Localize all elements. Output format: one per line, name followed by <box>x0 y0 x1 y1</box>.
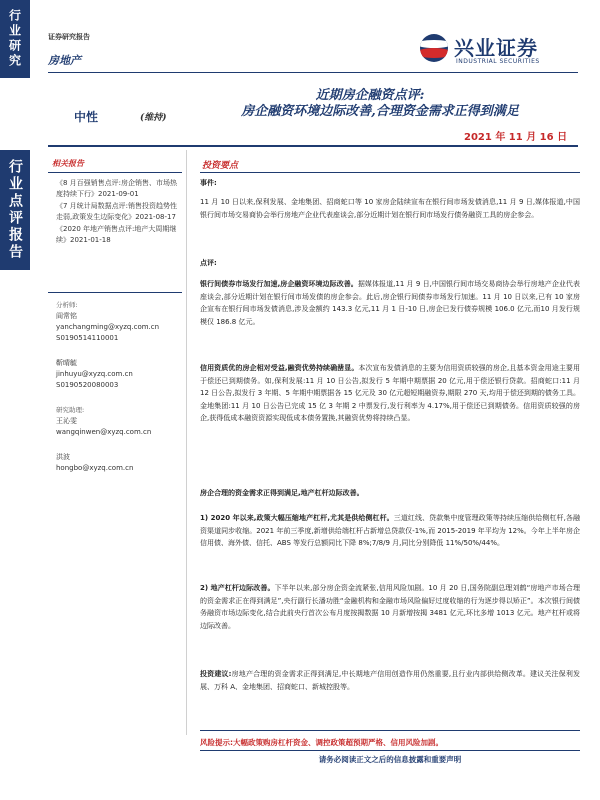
analyst-list <box>56 300 186 488</box>
event-label: 事件: <box>200 179 217 187</box>
comment-label: 点评: <box>200 259 217 267</box>
related-report-item[interactable]: 《7 月统计局数据点评:销售投资趋势性走弱,政策发生边际变化》2021-08-17 <box>56 202 178 221</box>
related-reports-list <box>56 178 182 247</box>
logo-subtitle: INDUSTRIAL SECURITIES <box>456 58 540 65</box>
point-bond-issuance-title: 银行间债券市场发行加速,房企融资环境边际改善。 <box>200 280 358 288</box>
risk-divider <box>200 730 580 731</box>
investment-advice-text: 房地产合理的资金需求正得到满足,中长期地产信用创造作用仍然重要,且行业内部供给侧改革。建议关注保利发展、万科 A、金地集团、招商蛇口、新城控股等。 <box>200 670 580 691</box>
rating-note: (维持) <box>140 113 167 123</box>
analyst-email[interactable]: wangqinwen@xyzq.com.cn <box>56 428 152 436</box>
point-credit-quality <box>200 362 580 425</box>
footer-disclaimer: 请务必阅读正文之后的信息披露和重要声明 <box>318 755 462 764</box>
analyst-entry <box>56 405 186 438</box>
analyst-name: 洪波 <box>56 453 70 461</box>
analyst-entry <box>56 358 186 391</box>
logo-emblem-icon <box>420 34 448 62</box>
category-tag: 行业研究 <box>0 0 30 78</box>
highlights-divider <box>200 172 580 173</box>
event-paragraph: 11 月 10 日以来,保利发展、金地集团、招商蛇口等 10 家房企陆续宣布在银行间市场发债消息,11 月 9 日,媒体报道,中国银行间市场交易商协会举行房地产企业代表座谈会,部分近期计划在银行间市场发行债务融资工具的房企参会。 <box>200 198 580 219</box>
point-credit-quality-title: 信用资质优的房企相对受益,融资优势持续确凿显。 <box>200 364 359 372</box>
report-title-line1: 近期房企融资点评: <box>315 88 425 103</box>
point-leverage-improve-title: 2) 地产杠杆边际改善。 <box>200 584 275 592</box>
report-date: 2021 年 11 月 16 日 <box>464 132 568 143</box>
column-separator <box>186 150 187 735</box>
analyst-name: 靳晴毓 <box>56 359 77 367</box>
analyst-entry <box>56 452 186 474</box>
investment-advice <box>200 668 580 693</box>
point-bond-issuance <box>200 278 580 328</box>
header-divider <box>48 72 578 73</box>
report-title-line2: 房企融资环境边际改善,合理资金需求正得到满足 <box>241 104 519 119</box>
related-bottom-divider <box>48 292 182 293</box>
point-policy-compression-text: 三道红线、贷款集中度管理政策等持续压缩供给侧杠杆,各融资渠道同步收缩。2021 年前三季度,新增供给端杠杆占新增总贷款仅-1%,而 2015-2019 年平均为 12%。今年上半年房企信用债、海外债、信托、ABS 等发行总额同比下降 8%;7/8/9 月,同比分别降低 11%/50%/44%。 <box>200 514 580 547</box>
analyst-email[interactable]: yanchangming@xyzq.com.cn <box>56 323 160 331</box>
logo-name: 兴业证券 <box>454 36 538 60</box>
analyst-email[interactable]: jinhuyu@xyzq.com.cn <box>56 370 133 378</box>
analyst-role: 分析师: <box>56 301 78 309</box>
company-logo <box>420 30 580 70</box>
analyst-cert: S0190520080003 <box>56 381 119 389</box>
investment-highlights-heading: 投资要点 <box>202 161 239 171</box>
point-policy-compression-title: 1) 2020 年以来,政策大幅压缩地产杠杆,尤其是供给侧杠杆。 <box>200 514 394 522</box>
investment-advice-label: 投资建议: <box>200 670 232 678</box>
related-report-item[interactable]: 《8 月百强销售点评:房企销售、市场热度持续下行》2021-09-01 <box>56 179 178 198</box>
point-policy-compression <box>200 512 580 550</box>
point-credit-quality-text: 本次宣布发债消息的主要为信用资质较强的房企,且基本资金用途主要用于偿还已到期债务。如,保利发展:11 月 10 日公告,拟发行 5 年期中期票据 20 亿元,用于偿还银行贷款。招商蛇口:11 月 12 日公告,拟发行 3 年期、5 年期中期票据各 15 亿元及 30 亿元超短期融资券,期限 270 天,均用于偿还到期的债务工具。金地集团:11 月 10 日公告已完成 15 亿 3 年期 2 中票发行,发行利率为 4.17%,用于偿还已到期债务。信用资质较强的房企,获得低成本融资资源实现低成本债务置换,其融资优势将持续凸显。 <box>200 364 580 422</box>
risk-warning: 风险提示:大幅政策购房杠杆资金、调控政策超预期严格、信用风险加剧。 <box>200 738 443 747</box>
rating-value: 中性 <box>74 110 99 124</box>
title-divider <box>48 145 578 147</box>
report-type-tag: 行业点评报告 <box>0 150 30 270</box>
sector-label: 房地产 <box>48 54 81 67</box>
point-leverage-improve <box>200 582 580 632</box>
related-reports-title: 相关报告 <box>52 159 84 168</box>
sub-heading-leverage: 房企合理的资金需求正得到满足,地产杠杆边际改善。 <box>200 489 364 497</box>
analyst-entry <box>56 300 186 344</box>
point-leverage-improve-text: 下半年以来,部分房企资金流紧张,信用风险加剧。10 月 20 日,国务院副总理刘鹤“房地产市场合理的资金需求正在得到满足”,央行副行长潘功胜“金融机构和金融市场风险偏好过度收缩的行为逐步得以矫正”。本次银行间债务融资市场边际变化,结合此前央行首次公布月度按揭数据 10 月新增按揭 3481 亿元,环比多增 1013 亿元。地产杠杆或将边际改善。 <box>200 584 580 630</box>
analyst-name: 王沁雯 <box>56 417 77 425</box>
analyst-cert: S0190514110001 <box>56 334 119 342</box>
analyst-email[interactable]: hongbo@xyzq.com.cn <box>56 464 134 472</box>
analyst-role: 研究助理: <box>56 406 85 414</box>
analyst-name: 阎常铭 <box>56 312 77 320</box>
related-report-item[interactable]: 《2020 年地产销售点评:地产大周期继续》2021-01-18 <box>56 225 177 244</box>
report-type-label: 证券研究报告 <box>48 33 90 41</box>
related-divider <box>48 172 182 173</box>
footer-divider <box>200 750 580 751</box>
point-bond-issuance-text: 据媒体报道,11 月 9 日,中国银行间市场交易商协会举行房地产企业代表座谈会,部分近期计划在银行间市场发债的房企参会。此后,房企银行间债券市场发行加速。11 月 10 日以来,已有 10 家房企宣布在银行间市场发债消息,涉及金额约 143.3 亿元,11 月 1 日-10 日,房企已发行债券规模 106.0 亿元,而10 月发行规模仅 186.8 亿元。 <box>200 280 580 326</box>
